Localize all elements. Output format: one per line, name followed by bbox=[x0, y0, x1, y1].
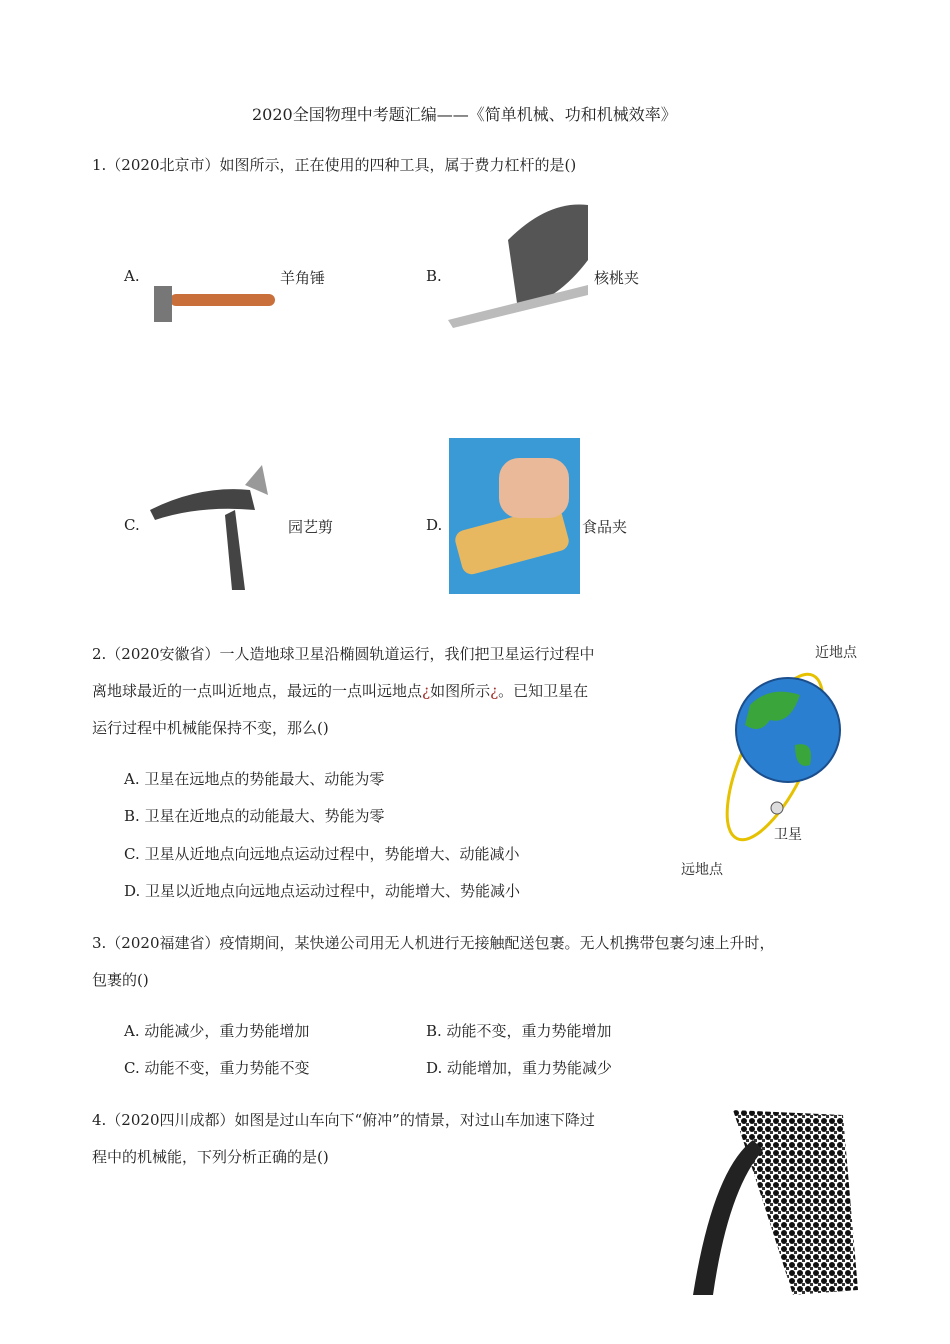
q2-stem-line3: 运行过程中机械能保持不变，那么() bbox=[92, 719, 329, 737]
q3-stem-line2: 包裹的() bbox=[92, 971, 149, 989]
q4-stem-line1: 4.（2020四川成都）如图是过山车向下“俯冲”的情景，对过山车加速下降过 bbox=[92, 1111, 595, 1129]
food-tongs-image bbox=[449, 438, 580, 594]
q3-stem-line1: 3.（2020福建省）疫情期间，某快递公司用无人机进行无接触配送包裹。无人机携带包裹匀速上升时， bbox=[92, 934, 775, 952]
q1-option-c-label: 园艺剪 bbox=[288, 518, 334, 536]
q1-option-d-label: 食品夹 bbox=[582, 518, 628, 536]
pruning-shears-image bbox=[150, 465, 285, 593]
q1-stem: 1.（2020北京市）如图所示，正在使用的四种工具，属于费力杠杆的是() bbox=[92, 156, 577, 174]
hammer-image bbox=[150, 282, 278, 328]
nutcracker-image bbox=[448, 200, 593, 330]
q1-option-a-label: 羊角锤 bbox=[280, 269, 326, 287]
q2-option-d: D. 卫星以近地点向远地点运动过程中，动能增大、势能减小 bbox=[124, 882, 521, 900]
satellite-label: 卫星 bbox=[774, 827, 802, 843]
q2-stem-line2: 离地球最近的一点叫近地点，最远的一点叫远地点¿如图所示¿。已知卫星在 bbox=[92, 682, 589, 700]
q2-option-b: B. 卫星在近地点的动能最大、势能为零 bbox=[124, 807, 385, 825]
q3-option-b: B. 动能不变，重力势能增加 bbox=[426, 1022, 612, 1040]
q4-stem-line2: 程中的机械能，下列分析正确的是() bbox=[92, 1148, 329, 1166]
q1-option-b-label: 核桃夹 bbox=[594, 269, 640, 287]
q2-stem-line1: 2.（2020安徽省）一人造地球卫星沿椭圆轨道运行，我们把卫星运行过程中 bbox=[92, 645, 595, 663]
q1-option-b-letter: B. bbox=[426, 267, 442, 285]
q3-option-c: C. 动能不变，重力势能不变 bbox=[124, 1059, 310, 1077]
perigee-label: 近地点 bbox=[815, 645, 857, 661]
q2-option-c: C. 卫星从近地点向远地点运动过程中，势能增大、动能减小 bbox=[124, 845, 520, 863]
q1-option-a-letter: A. bbox=[124, 267, 140, 285]
q1-option-d-letter: D. bbox=[426, 516, 443, 534]
q2-option-a: A. 卫星在远地点的势能最大、动能为零 bbox=[124, 770, 385, 788]
document-title: 2020全国物理中考题汇编——《简单机械、功和机械效率》 bbox=[252, 105, 677, 124]
q3-option-a: A. 动能减少，重力势能增加 bbox=[124, 1022, 310, 1040]
roller-coaster-image bbox=[693, 1110, 858, 1295]
q3-option-d: D. 动能增加，重力势能减少 bbox=[426, 1059, 613, 1077]
q1-option-c-letter: C. bbox=[124, 516, 140, 534]
apogee-label: 远地点 bbox=[681, 862, 723, 878]
